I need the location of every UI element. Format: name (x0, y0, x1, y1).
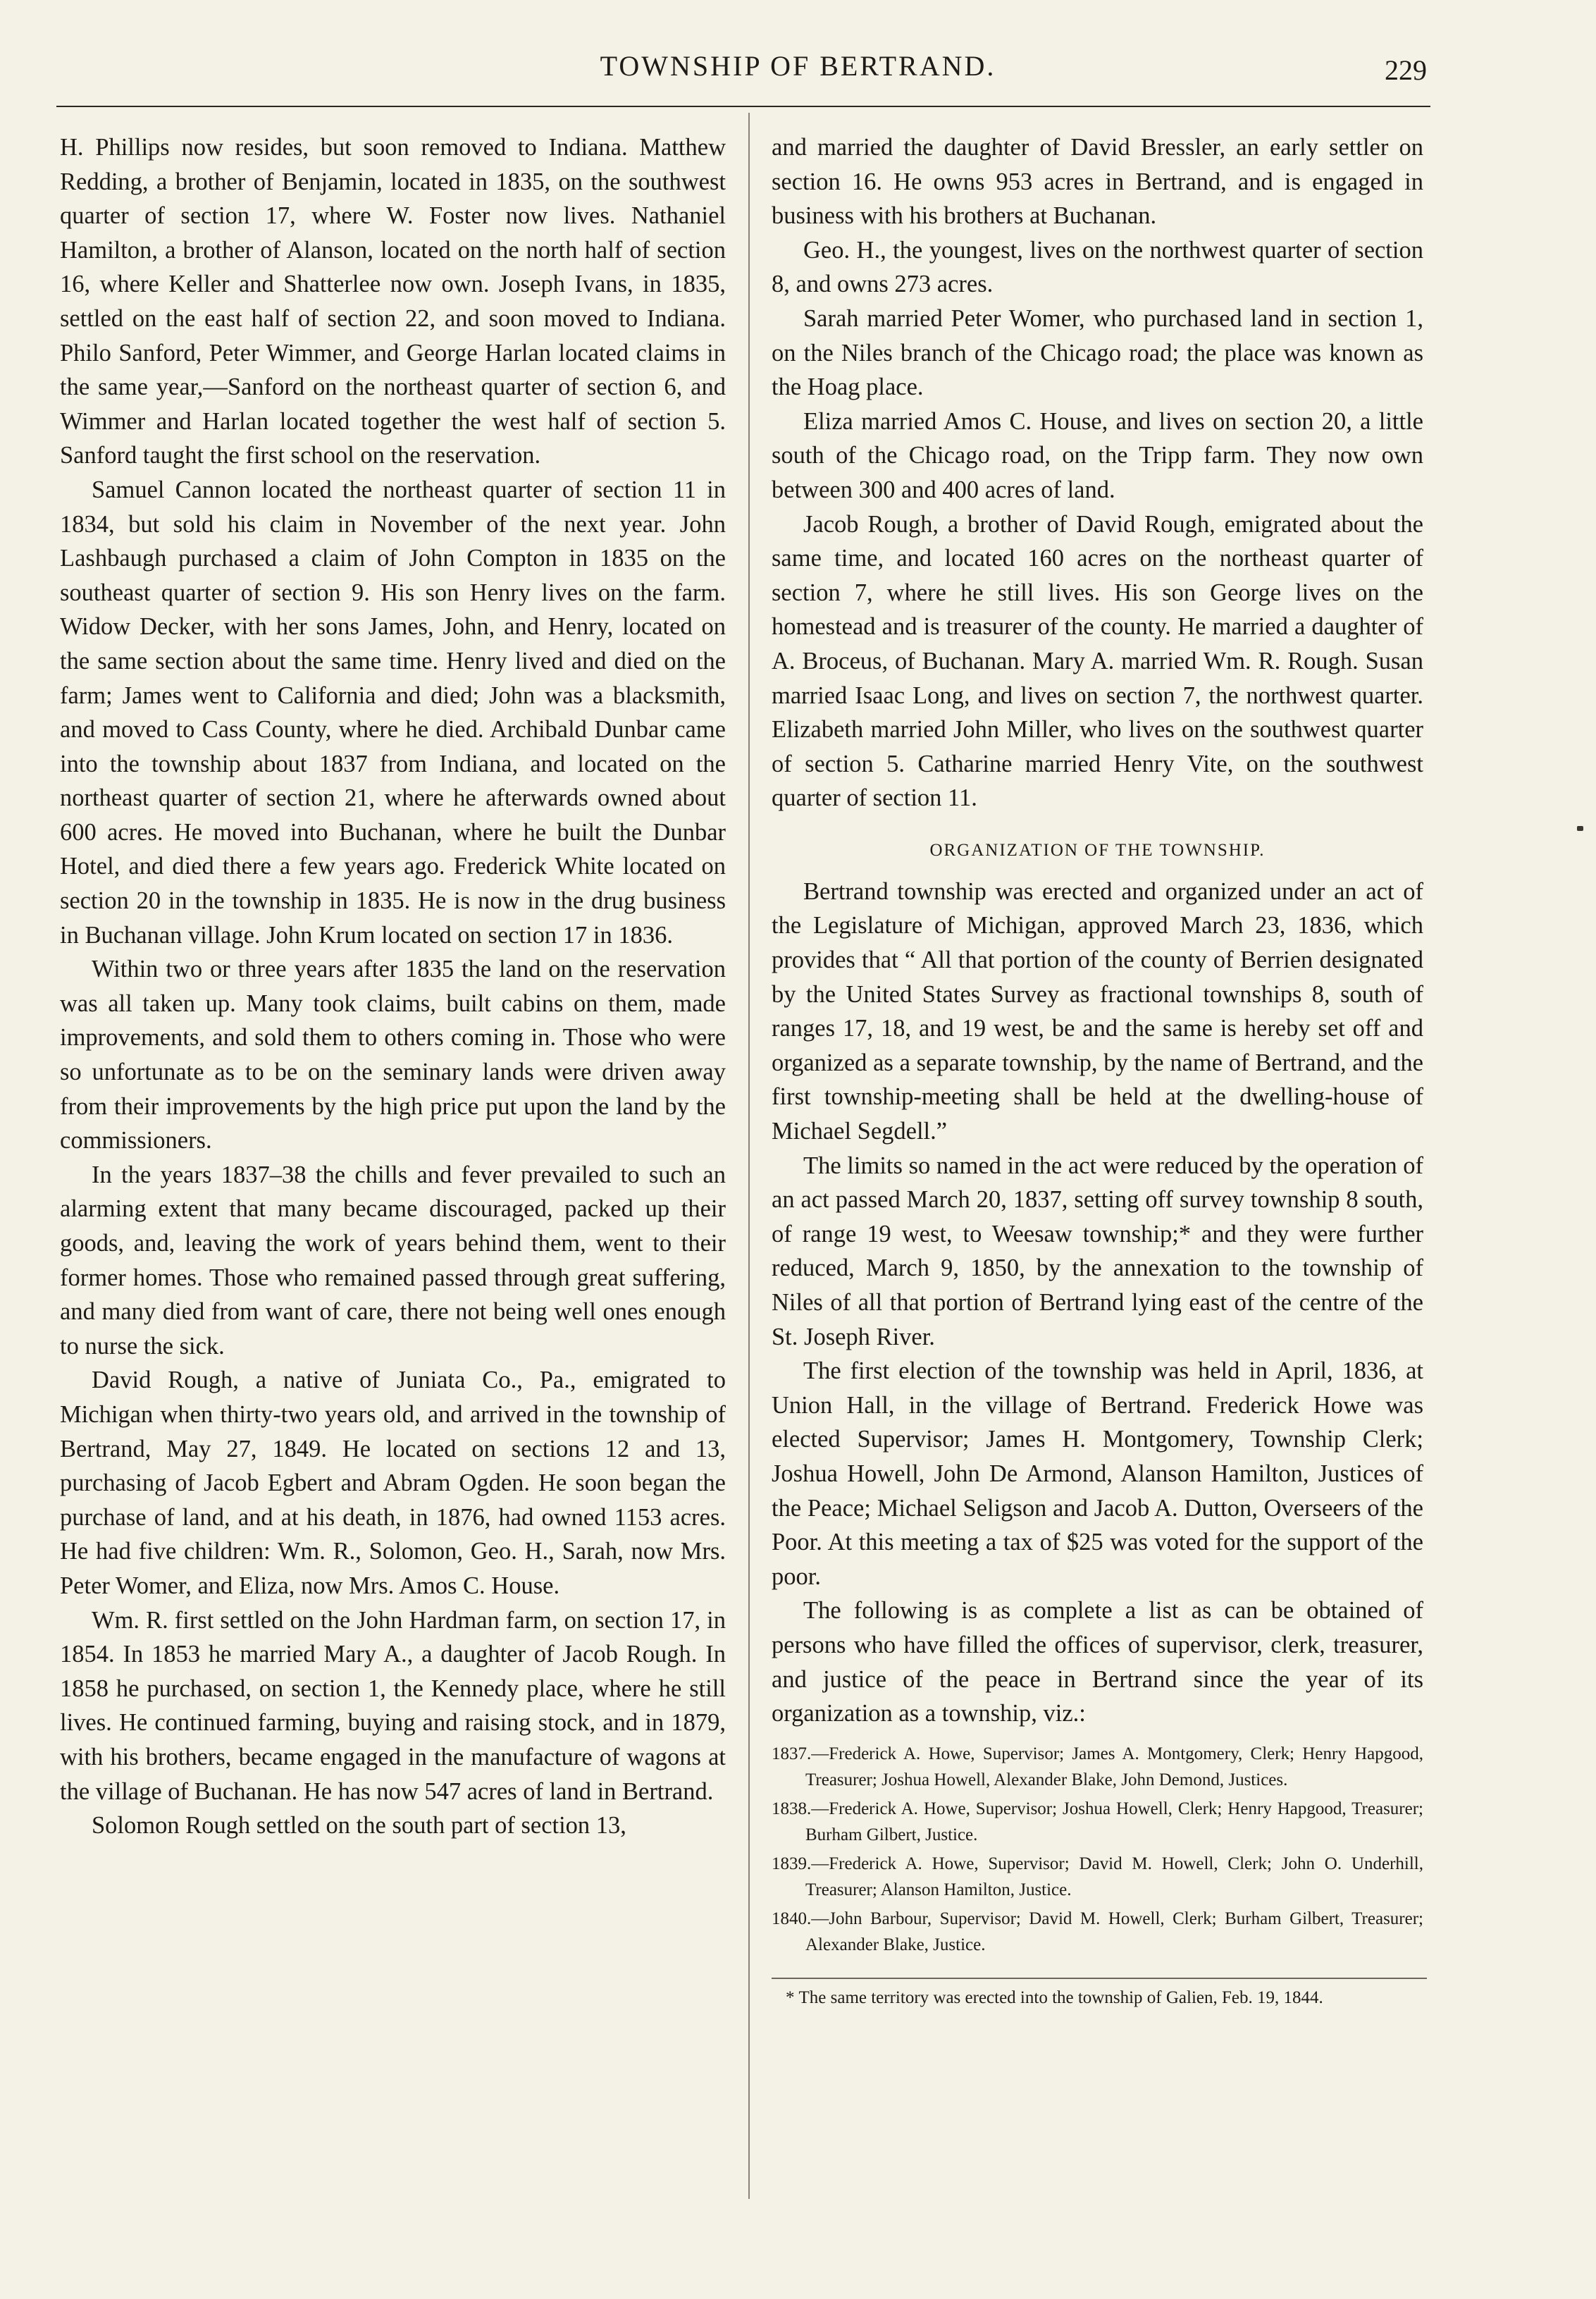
paragraph: David Rough, a native of Juniata Co., Pa., emigrated to Michigan when thirty-two years old, and arrived in the township of Bertrand, May 27, 1849. He located on sections 12 and 13, purchasing of Jacob Egbert and Abram Ogden. He soon began the purchase of land, and at his death, in 1876, had owned 1153 acres. He had five children: Wm. R., Solomon, Geo. H., Sarah, now Mrs. Peter Womer, and Eliza, now Mrs. Amos C. House. (60, 1367, 726, 1599)
running-title: TOWNSHIP OF BERTRAND. (600, 50, 996, 82)
list-item: 1837.—Frederick A. Howe, Supervisor; James A. Montgomery, Clerk; Henry Hapgood, Treasurer; Joshua Howell, Alexander Blake, John Demond, Justices. (772, 1744, 1423, 1789)
paragraph: Sarah married Peter Womer, who purchased land in section 1, on the Niles branch of the Chicago road; the place was known as the Hoag place. (772, 304, 1423, 401)
page-header (0, 44, 1596, 93)
paragraph: Solomon Rough settled on the south part of section 13, (92, 1812, 626, 1839)
paragraph: Geo. H., the youngest, lives on the northwest quarter of section 8, and owns 273 acres. (772, 236, 1423, 298)
paragraph: and married the daughter of David Bressler, an early settler on section 16. He owns 953 acres in Bertrand, and is engaged in business with his brothers at Buchanan. (772, 134, 1423, 230)
paragraph: The following is as complete a list as can be obtained of persons who have filled the offices of supervisor, clerk, treasurer, and justice of the peace in Bertrand since the year of its organization as a township, viz.: (772, 1597, 1423, 1727)
header-rule (56, 106, 1430, 107)
list-item: 1839.—Frederick A. Howe, Supervisor; David M. Howell, Clerk; John O. Underhill, Treasurer; Alanson Hamilton, Justice. (772, 1854, 1423, 1899)
page-number: 229 (1385, 54, 1427, 86)
right-column (772, 130, 1423, 2011)
footnote-text: The same territory was erected into the township of Galien, Feb. 19, 1844. (798, 1987, 1323, 2007)
paragraph: Jacob Rough, a brother of David Rough, emigrated about the same time, and located 160 acres on the northeast quarter of section 7, where he still lives. His son George lives on the homestead and is treasurer of the county. He married a daughter of A. Broceus, of Buchanan. Mary A. married Wm. R. Rough. Susan married Isaac Long, and lives on section 7, the northwest quarter. Elizabeth married John Miller, who lives on the southwest quarter of section 5. Catharine married Henry Vite, on the southwest quarter of section 11. (772, 510, 1423, 812)
paragraph: Bertrand township was erected and organized under an act of the Legislature of Michigan, approved March 23, 1836, which provides that “ All that portion of the county of Berrien designated by the United States Survey as fractional townships 8, south of ranges 17, 18, and 19 west, be and the same is hereby set off and organized as a separate township, by the name of Bertrand, and the first township-meeting shall be held at the dwelling-house of Michael Segdell.” (772, 877, 1423, 1145)
list-item: 1840.—John Barbour, Supervisor; David M. Howell, Clerk; Burham Gilbert, Treasurer; Alexander Blake, Justice. (772, 1909, 1423, 1954)
margin-blot (1577, 826, 1583, 831)
paragraph: Wm. R. first settled on the John Hardman farm, on section 17, in 1854. In 1853 he married Mary A., a daughter of Jacob Rough. In 1858 he purchased, on section 1, the Kennedy place, where he still lives. He continued farming, buying and raising stock, and in 1879, with his brothers, became engaged in the manufacture of wagons at the village of Buchanan. He has now 547 acres of land in Bertrand. (60, 1606, 726, 1805)
footnote (772, 1985, 1423, 2011)
list-item: 1838.—Frederick A. Howe, Supervisor; Joshua Howell, Clerk; Henry Hapgood, Treasurer; Burham Gilbert, Justice. (772, 1799, 1423, 1844)
officer-list (772, 1741, 1423, 1958)
paragraph: Eliza married Amos C. House, and lives on section 20, a little south of the Chicago road, on the Tripp farm. They now own between 300 and 400 acres of land. (772, 407, 1423, 503)
paragraph: In the years 1837–38 the chills and fever prevailed to such an alarming extent that many became discouraged, packed up their goods, and, leaving the work of years behind them, went to their former homes. Those who remained passed through great suffering, and many died from want of care, there not being well ones enough to nurse the sick. (60, 1161, 726, 1360)
paragraph: H. Phillips now resides, but soon removed to Indiana. Matthew Redding, a brother of Benjamin, located in 1835, on the southwest quarter of section 17, where W. Foster now lives. Nathaniel Hamilton, a brother of Alanson, located on the north half of section 16, where Keller and Shatterlee now own. Joseph Ivans, in 1835, settled on the east half of section 22, and soon moved to Indiana. Philo Sanford, Peter Wimmer, and George Harlan located claims in the same year,—Sanford on the northeast quarter of section 6, and Wimmer and Harlan located together the west half of section 5. Sanford taught the first school on the reservation. (60, 134, 726, 469)
column-divider (748, 113, 750, 2199)
left-column (60, 130, 726, 1843)
paragraph: Samuel Cannon located the northeast quarter of section 11 in 1834, but sold his claim in November of the next year. John Lashbaugh purchased a claim of John Compton in 1835 on the southeast quarter of section 9. His son Henry lives on the farm. Widow Decker, with her sons James, John, and Henry, located on the same section about the same time. Henry lived and died on the farm; James went to California and died; John was a blacksmith, and moved to Cass County, where he died. Archibald Dunbar came into the township about 1837 from Indiana, and located on the northeast quarter of section 21, where he afterwards owned about 600 acres. He moved into Buchanan, where he built the Dunbar Hotel, and died there a few years ago. Frederick White located on section 20 in the township in 1835. He is now in the drug business in Buchanan village. John Krum located on section 17 in 1836. (60, 476, 726, 949)
paragraph: The limits so named in the act were reduced by the operation of an act passed March 20, 1837, setting off survey township 8 south, of range 19 west, to Weesaw township;* and they were further reduced, March 9, 1850, by the annexation to the township of Niles of all that portion of Bertrand lying east of the centre of the St. Joseph River. (772, 1152, 1423, 1350)
footnote-marker: * (786, 1987, 795, 2007)
paragraph: The first election of the township was held in April, 1836, at Union Hall, in the village of Bertrand. Frederick Howe was elected Supervisor; James H. Montgomery, Township Clerk; Joshua Howell, John De Armond, Alanson Hamilton, Justices of the Peace; Michael Seligson and Jacob A. Dutton, Overseers of the Poor. At this meeting a tax of $25 was voted for the support of the poor. (772, 1357, 1423, 1590)
section-heading: ORGANIZATION OF THE TOWNSHIP. (929, 840, 1266, 860)
paragraph: Within two or three years after 1835 the land on the reservation was all taken up. Many took claims, built cabins on them, made improvements, and sold them to others coming in. Those who were so unfortunate as to be on the seminary lands were driven away from their improvements by the high price put upon the land by the commissioners. (60, 956, 726, 1154)
footnote-rule (772, 1978, 1427, 1979)
